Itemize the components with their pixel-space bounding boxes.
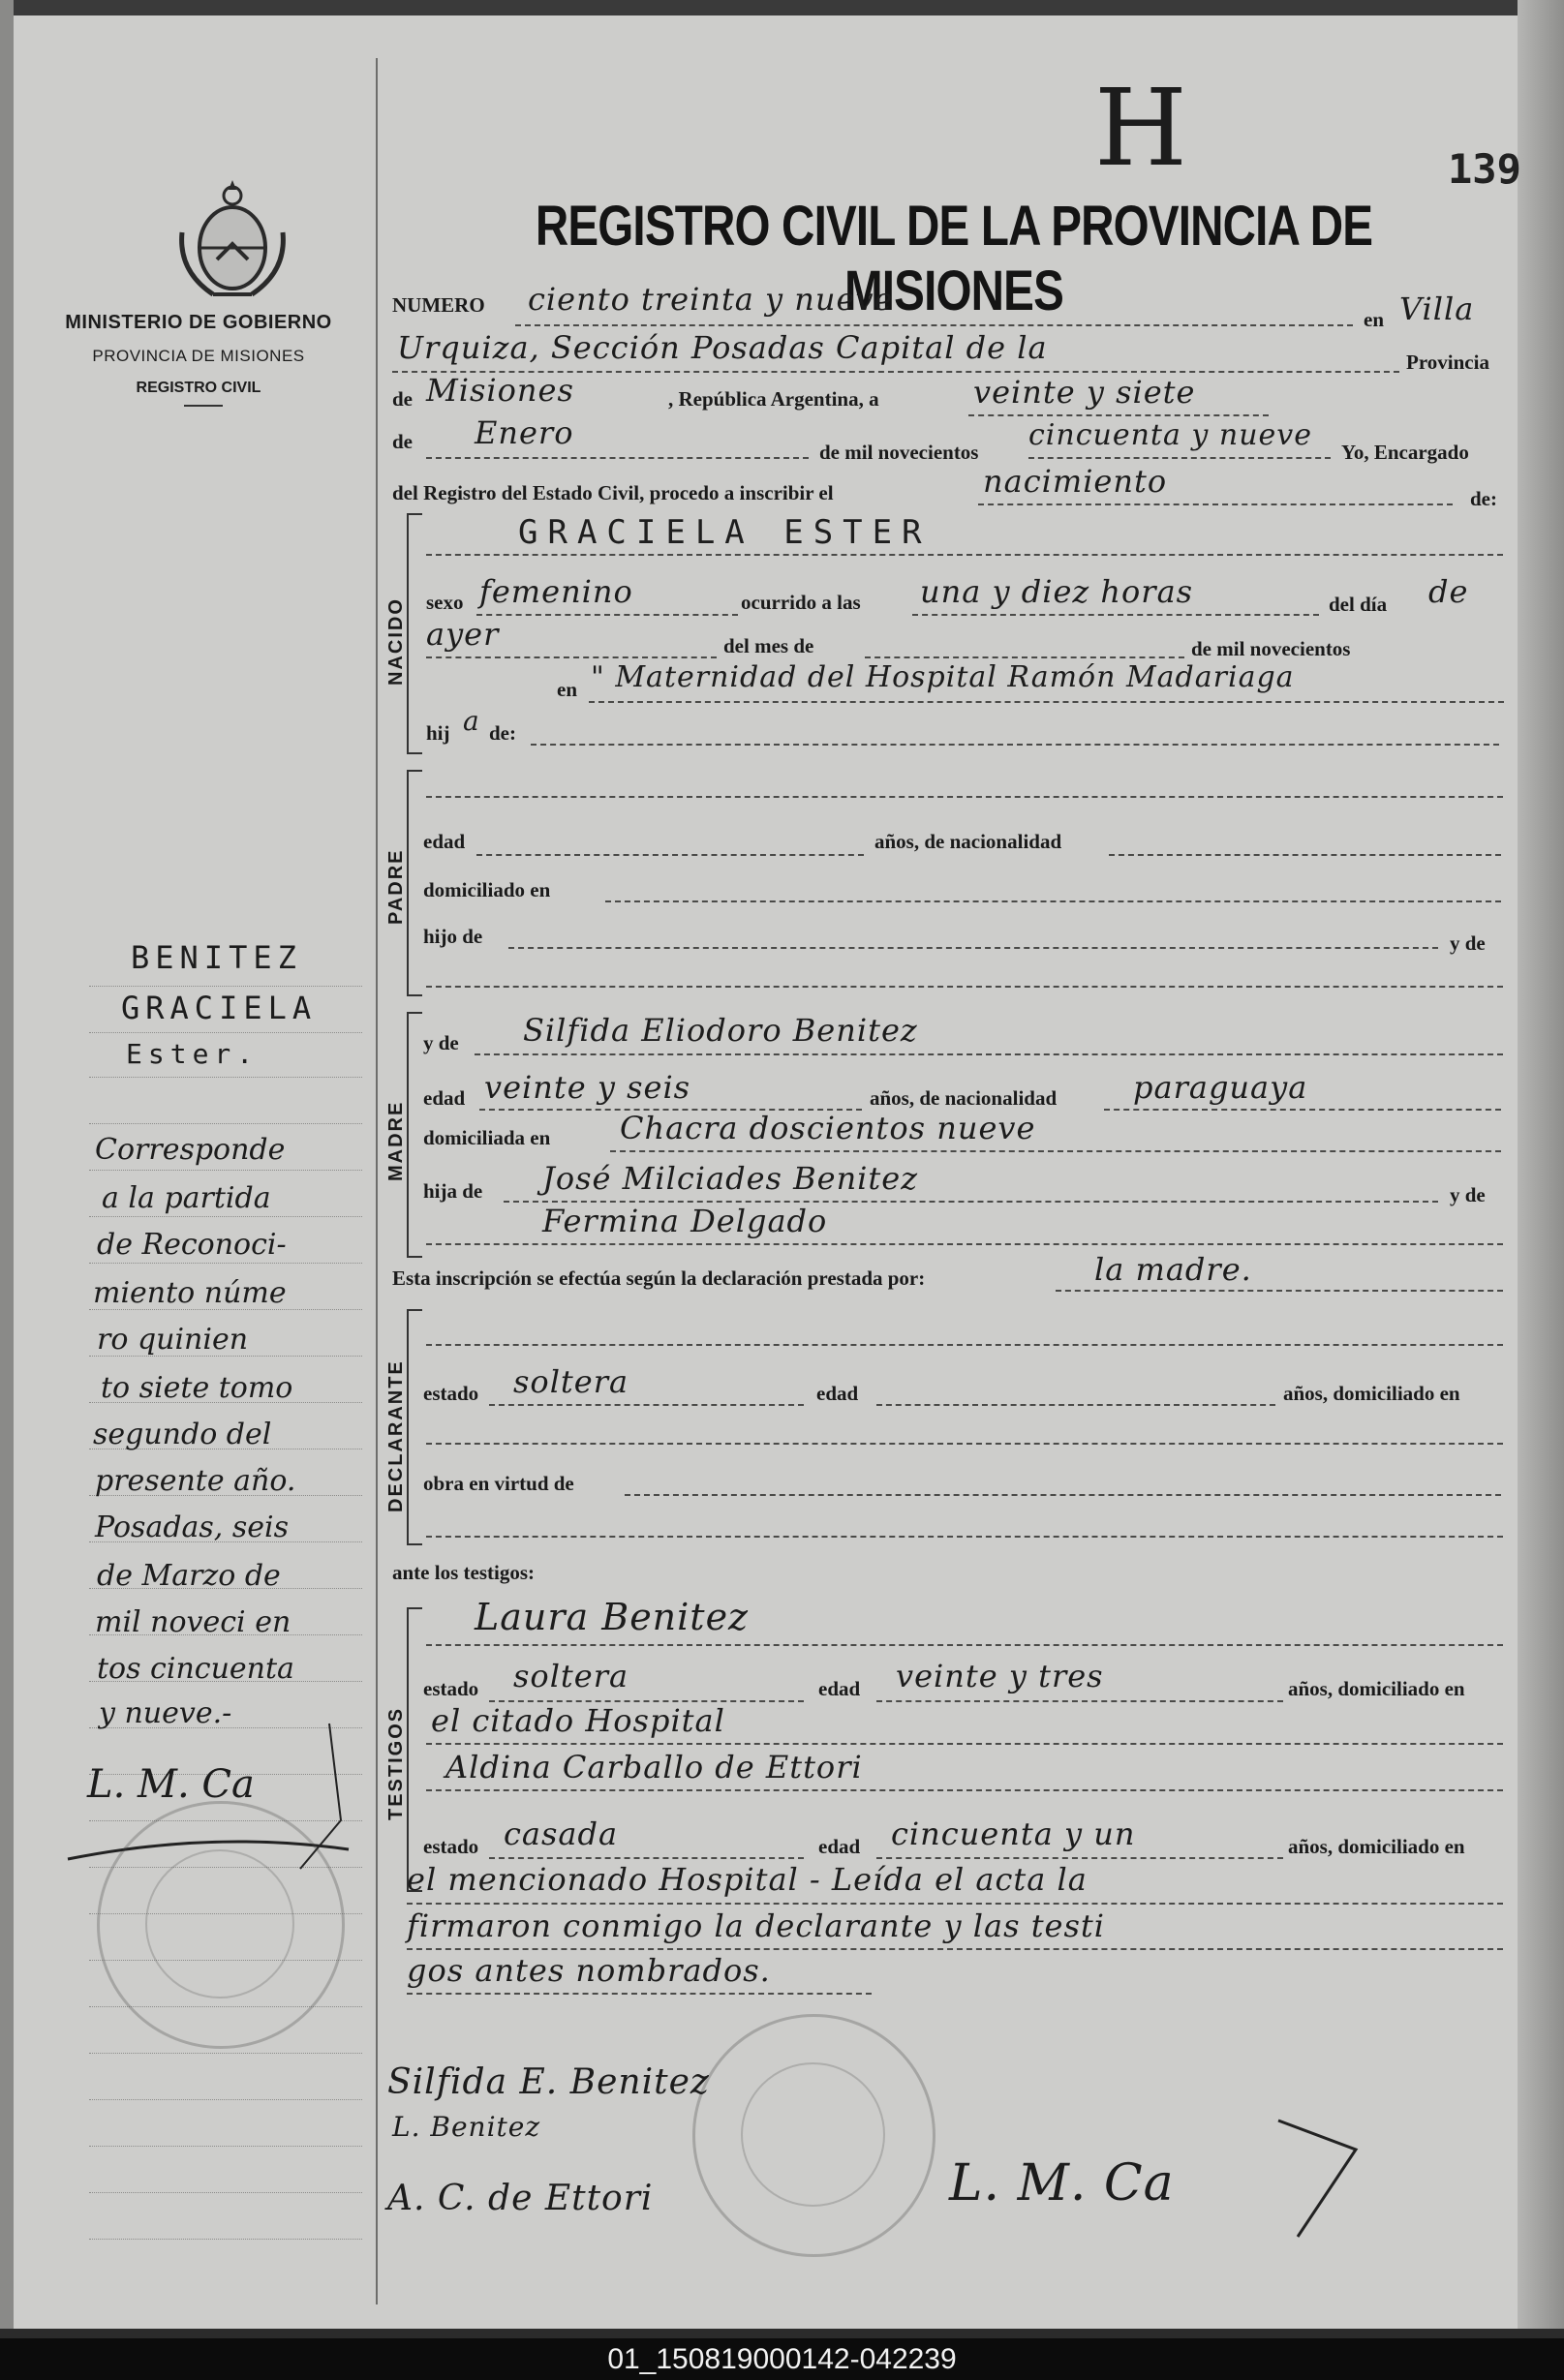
note-line: tos cincuenta xyxy=(97,1652,294,1686)
t2-estado-line xyxy=(489,1857,804,1859)
madre-nac-line xyxy=(1104,1109,1501,1111)
note-line: a la partida xyxy=(102,1181,271,1215)
declarante-dom-line xyxy=(426,1443,1503,1445)
padre-nac-line xyxy=(1109,854,1501,856)
declaracion-value: la madre. xyxy=(1094,1251,1252,1288)
t1-dom-line xyxy=(426,1743,1503,1745)
lugar-value: " Maternidad del Hospital Ramón Madariaga xyxy=(591,660,1295,694)
closing-line-2 xyxy=(407,1993,872,1995)
corner-mark: H xyxy=(1094,66,1188,190)
province-name: PROVINCIA DE MISIONES xyxy=(92,347,305,365)
note-line: Posadas, seis xyxy=(95,1510,290,1544)
signature-witness-2: A. C. de Ettori xyxy=(387,2179,654,2218)
dia-value-2: ayer xyxy=(426,616,500,653)
padre-anos-label: años, de nacionalidad xyxy=(874,830,1062,853)
t2-edad-value: cincuenta y un xyxy=(891,1816,1136,1852)
note-line: y nueve.- xyxy=(99,1696,232,1730)
declarante-edad-label: edad xyxy=(816,1382,859,1405)
t1-edad-line xyxy=(876,1700,1283,1702)
dia-value-1: de xyxy=(1428,573,1469,610)
obra-label: obra en virtud de xyxy=(423,1472,574,1495)
sexo-label: sexo xyxy=(426,591,464,614)
republica-label: , República Argentina, a xyxy=(668,387,879,411)
year-value: cincuenta y nueve xyxy=(1028,418,1312,452)
scan-right-edge xyxy=(1518,0,1564,2338)
t2-anos-label: años, domiciliado en xyxy=(1288,1835,1465,1858)
hijo-line xyxy=(531,744,1499,746)
madre-domiciliada-label: domiciliada en xyxy=(423,1126,551,1149)
note-line: ro quinien xyxy=(97,1323,249,1357)
registro-label: del Registro del Estado Civil, procedo a inscribir el xyxy=(392,481,834,504)
t1-estado-label: estado xyxy=(423,1677,479,1700)
mes-line xyxy=(865,656,1184,658)
hijo-de-label: de: xyxy=(489,721,516,745)
numero-value: ciento treinta y nueve xyxy=(528,281,894,318)
declaracion-line xyxy=(1056,1290,1503,1292)
file-id-footer: 01_150819000142-042239 xyxy=(0,2338,1564,2380)
office-name: REGISTRO CIVIL xyxy=(136,380,261,396)
madre-anos-label: años, de nacionalidad xyxy=(870,1086,1058,1110)
seal-stamp-center-inner xyxy=(741,2062,885,2207)
padre-hijo-line xyxy=(508,947,1438,949)
t2-estado-label: estado xyxy=(423,1835,479,1858)
padre-y-de-label: y de xyxy=(1450,931,1486,955)
madre-nacionalidad-value: paraguaya xyxy=(1133,1069,1308,1106)
note-line: presente año. xyxy=(95,1464,296,1498)
document-title: REGISTRO CIVIL DE LA PROVINCIA DE MISIONES xyxy=(535,195,1373,322)
padre-domiciliado-label: domiciliado en xyxy=(423,878,551,901)
note-line: de Marzo de xyxy=(97,1559,281,1593)
dia-line xyxy=(426,656,717,658)
padre-dom-line xyxy=(605,900,1501,902)
hora-value: una y diez horas xyxy=(920,573,1194,610)
note-line: Corresponde xyxy=(95,1133,286,1167)
margin-divider xyxy=(376,58,378,2304)
madre-bracket xyxy=(407,1012,422,1258)
closing-line-1 xyxy=(407,1948,1503,1950)
note-line: mil noveci en xyxy=(95,1605,291,1639)
en-label: en xyxy=(1364,308,1384,331)
padre-section-label: PADRE xyxy=(385,848,407,925)
month-line xyxy=(426,457,809,459)
note-line: segundo del xyxy=(93,1418,272,1451)
closing-value-1: firmaron conmigo la declarante y las testi xyxy=(407,1907,1105,1944)
declarante-bracket xyxy=(407,1309,422,1545)
declarante-anos-label: años, domiciliado en xyxy=(1283,1382,1460,1405)
t1-edad-label: edad xyxy=(818,1677,861,1700)
seal-stamp-left-inner xyxy=(145,1849,294,1999)
nacido-bracket xyxy=(407,513,422,754)
provincia-label: Provincia xyxy=(1406,351,1489,374)
madre-section-label: MADRE xyxy=(385,1100,407,1181)
madre-y-de-label-2: y de xyxy=(1450,1183,1486,1206)
t2-dom-line xyxy=(407,1903,1503,1905)
madre-name-value: Silfida Eliodoro Benitez xyxy=(523,1012,918,1049)
note-given-1: GRACIELA xyxy=(121,990,318,1026)
note-given-2: Ester. xyxy=(126,1038,260,1070)
madre-hija-de-label: hija de xyxy=(423,1179,483,1203)
padre-edad-line xyxy=(476,854,864,856)
page-number: 139 xyxy=(1448,145,1521,193)
testigos-bracket xyxy=(407,1607,422,1892)
coat-of-arms-icon xyxy=(174,174,291,302)
signature-witness-1: L. Benitez xyxy=(392,2111,541,2143)
t2-edad-label: edad xyxy=(818,1835,861,1858)
numero-label: NUMERO xyxy=(392,293,485,317)
madre-name-line xyxy=(475,1053,1503,1055)
provincia-value: Misiones xyxy=(426,372,574,409)
note-line: miento núme xyxy=(93,1276,287,1310)
closing-value-2: gos antes nombrados. xyxy=(407,1952,771,1989)
scan-left-edge xyxy=(0,0,14,2338)
place-value: Urquiza, Sección Posadas Capital de la xyxy=(397,329,1048,366)
sexo-line xyxy=(476,614,738,616)
nacido-section-label: NACIDO xyxy=(385,597,407,686)
ocurrido-label: ocurrido a las xyxy=(741,591,861,614)
divider-dash xyxy=(184,405,223,407)
testigos-section-label: TESTIGOS xyxy=(385,1706,407,1820)
madre-domicilio-value: Chacra doscientos nueve xyxy=(620,1110,1036,1146)
ante-testigos-label: ante los testigos: xyxy=(392,1561,535,1584)
del-mes-label: del mes de xyxy=(723,634,814,657)
madre-padre-value: José Milciades Benitez xyxy=(542,1160,919,1197)
padre-bracket xyxy=(407,770,422,996)
t1-anos-label: años, domiciliado en xyxy=(1288,1677,1465,1700)
t2-estado-value: casada xyxy=(504,1816,619,1852)
de-colon-label: de: xyxy=(1470,487,1497,510)
act-type-line xyxy=(978,503,1453,505)
t2-name-line xyxy=(426,1789,1503,1791)
scan-top-edge xyxy=(0,0,1564,15)
t2-edad-line xyxy=(876,1857,1283,1859)
declarante-section-label: DECLARANTE xyxy=(385,1359,407,1512)
encargado-label: Yo, Encargado xyxy=(1341,441,1469,464)
nacido-name-value: GRACIELA ESTER xyxy=(518,513,932,552)
year-line xyxy=(1028,457,1331,459)
t1-estado-value: soltera xyxy=(513,1658,629,1694)
note-surname: BENITEZ xyxy=(131,939,302,976)
t2-name-value: Aldina Carballo de Ettori xyxy=(445,1749,863,1785)
signature-registrar: L. M. Ca xyxy=(949,2154,1175,2212)
note-initials: L. M. Ca xyxy=(87,1762,255,1807)
ministry-name: MINISTERIO DE GOBIERNO xyxy=(65,312,332,333)
declaracion-label: Esta inscripción se efectúa según la declaración prestada por: xyxy=(392,1266,926,1290)
declarante-estado-value: soltera xyxy=(513,1363,629,1400)
hora-line xyxy=(912,614,1319,616)
obra-line xyxy=(625,1494,1501,1496)
day-value: veinte y siete xyxy=(973,374,1196,411)
note-line: de Reconoci- xyxy=(97,1228,287,1262)
nacido-name-line xyxy=(426,554,1503,556)
hijo-label: hij xyxy=(426,721,450,745)
registrar-flourish-icon xyxy=(1259,2111,1395,2246)
declarante-name-line xyxy=(426,1344,1503,1346)
signature-mother: Silfida E. Benitez xyxy=(387,2062,710,2102)
t1-edad-value: veinte y tres xyxy=(896,1658,1104,1694)
nacido-en-label: en xyxy=(557,678,577,701)
numero-line xyxy=(515,324,1353,326)
act-type-value: nacimiento xyxy=(983,463,1168,500)
hijo-suffix-value: a xyxy=(463,705,480,737)
madre-y-de-label: y de xyxy=(423,1031,459,1054)
t1-name-line xyxy=(426,1644,1503,1646)
obra-line-2 xyxy=(426,1536,1503,1538)
de-label: de xyxy=(392,387,413,411)
declarante-estado-label: estado xyxy=(423,1382,479,1405)
t1-name-value: Laura Benitez xyxy=(475,1596,750,1638)
de-label-2: de xyxy=(392,430,413,453)
day-line xyxy=(968,414,1269,416)
declarante-edad-line xyxy=(876,1404,1275,1406)
madre-dom-line xyxy=(610,1150,1501,1152)
madre-edad-value: veinte y seis xyxy=(484,1069,691,1106)
en-value: Villa xyxy=(1399,290,1475,327)
t2-domicilio-value: el mencionado Hospital - Leída el acta la xyxy=(407,1861,1088,1898)
year-label: de mil novecientos xyxy=(819,441,979,464)
lugar-line xyxy=(589,701,1504,703)
month-value: Enero xyxy=(475,414,574,451)
padre-name-line xyxy=(426,796,1503,798)
padre-edad-label: edad xyxy=(423,830,466,853)
mil-label: de mil novecientos xyxy=(1191,637,1351,660)
scan-bottom-edge xyxy=(0,2329,1564,2338)
sexo-value: femenino xyxy=(479,573,633,610)
madre-madre-line xyxy=(426,1243,1503,1245)
padre-y-de-line xyxy=(426,986,1503,988)
padre-hijo-de-label: hijo de xyxy=(423,925,483,948)
madre-edad-label: edad xyxy=(423,1086,466,1110)
del-dia-label: del día xyxy=(1329,593,1388,616)
madre-madre-value: Fermina Delgado xyxy=(542,1203,828,1239)
declarante-estado-line xyxy=(489,1404,804,1406)
note-line: to siete tomo xyxy=(101,1371,293,1405)
t1-domicilio-value: el citado Hospital xyxy=(431,1702,725,1739)
